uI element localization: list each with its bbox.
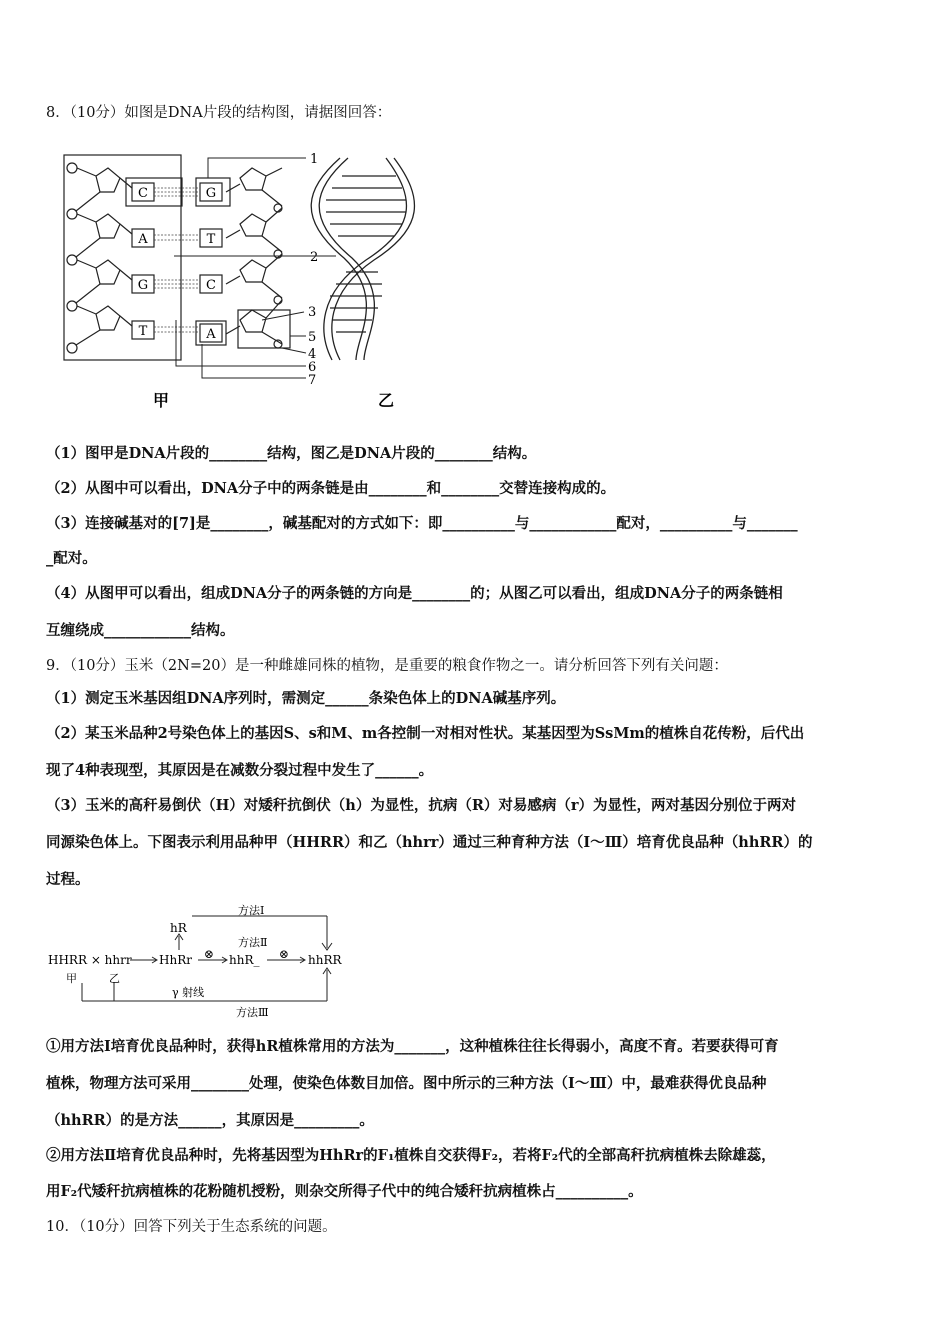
q9-sub-2b: 用F₂代矮秆抗病植株的花粉随机授粉，则杂交所得子代中的纯合矮秆抗病植株占__________。 [46, 1183, 643, 1200]
strand-box [64, 155, 181, 360]
callout-7: 7 [308, 373, 317, 388]
q9-part-2b: 现了4种表现型，其原因是在减数分裂过程中发生了______。 [46, 762, 434, 779]
dna-structure-figure [56, 148, 395, 416]
parent-cross: HHRR × hhrr [48, 953, 132, 967]
callout-2: 2 [310, 250, 319, 265]
q8-part-4a: （4）从图甲可以看出，组成DNA分子的两条链的方向是________的；从图乙可以看出，组成DNA分子的两条链相 [46, 585, 783, 602]
q9-sub-1b: 植株，物理方法可采用________处理，使染色体数目加倍。图中所示的三种方法（Ⅰ～Ⅲ）中，最难获得优良品种 [46, 1075, 767, 1092]
node-hhR: hhR_ [229, 953, 260, 967]
hydrogen-bonds [154, 188, 200, 332]
base-left-3: G [137, 278, 149, 293]
q8-part-2: （2）从图中可以看出，DNA分子中的两条链是由________和________交替连接构成的。 [46, 480, 616, 497]
selfing-icon-2: ⊗ [279, 947, 290, 961]
q8-part-1: （1）图甲是DNA片段的________结构，图乙是DNA片段的________结构。 [46, 445, 537, 462]
base-right-4: A [206, 327, 216, 342]
q8-part-3b: _配对。 [46, 550, 97, 567]
q9-sub-1c: （hhRR）的是方法______，其原因是_________。 [46, 1112, 374, 1129]
callout-3: 3 [308, 305, 317, 320]
q8-part-4b: 互缠绕成____________结构。 [46, 622, 235, 639]
q8-stem: 8．（10分）如图是DNA片段的结构图，请据图回答： [46, 105, 392, 121]
method-1-label: 方法Ⅰ [238, 904, 265, 917]
q9-sub-2a: ②用方法Ⅱ培育优良品种时，先将基因型为HhRr的F₁植株自交获得F₂，若将F₂代的全部高秆抗病植株去除雄蕊， [46, 1147, 776, 1164]
callout-lines [174, 158, 306, 378]
selfing-icon-1: ⊗ [204, 947, 215, 961]
method-2-label: 方法Ⅱ [238, 936, 268, 949]
right-backbone [226, 168, 290, 348]
q9-part-2a: （2）某玉米品种2号染色体上的基因S、s和M、m各控制一对相对性状。某基因型为SsMm的植株自花传粉，后代出 [46, 725, 805, 742]
base-left-4: T [138, 324, 148, 339]
left-backbone [67, 163, 132, 353]
q9-part-3b: 同源染色体上。下图表示利用品种甲（HHRR）和乙（hhrr）通过三种育种方法（Ⅰ～Ⅲ）培育优良品种（hhRR）的 [46, 834, 813, 851]
q9-sub-1a: ①用方法Ⅰ培育优良品种时，获得hR植株常用的方法为_______，这种植株往往长得弱小，高度不育。若要获得可育 [46, 1038, 779, 1055]
node-hhRR: hhRR [308, 953, 342, 967]
callout-5: 5 [308, 330, 317, 345]
base-right-2: T [206, 232, 216, 247]
q9-stem: 9．（10分）玉米（2N=20）是一种雌雄同株的植物，是重要的粮食作物之一。请分析回答下列有关问题： [46, 658, 728, 674]
parent-yi: 乙 [109, 972, 120, 985]
method-3-label: 方法Ⅲ [236, 1006, 269, 1019]
q9-part-1: （1）测定玉米基因组DNA序列时，需测定______条染色体上的DNA碱基序列。 [46, 690, 566, 707]
left-bases [126, 178, 182, 339]
label-jia: 甲 [152, 391, 170, 410]
node-HhRr: HhRr [159, 953, 192, 967]
base-right-3: C [206, 278, 216, 293]
right-bases [196, 178, 230, 345]
base-left-1: C [138, 186, 148, 201]
gamma-ray-label: γ 射线 [172, 986, 205, 999]
label-yi: 乙 [377, 391, 395, 410]
q9-part-3a: （3）玉米的高秆易倒伏（H）对矮秆抗倒伏（h）为显性，抗病（R）对易感病（r）为显性，两对基因分别位于两对 [46, 797, 797, 814]
node-hR: hR [170, 921, 187, 935]
base-left-2: A [138, 232, 148, 247]
callout-1: 1 [310, 152, 319, 167]
callout-6: 6 [308, 360, 317, 375]
breeding-diagram [46, 900, 356, 1022]
q8-part-3a: （3）连接碱基对的[7]是________，碱基配对的方式如下：即__________与____________配对，__________与_______ [46, 515, 798, 532]
callout-4: 4 [308, 347, 317, 362]
q10-stem: 10．（10分）回答下列关于生态系统的问题。 [46, 1219, 337, 1235]
base-right-1: G [205, 186, 217, 201]
parent-jia: 甲 [66, 972, 77, 985]
q9-part-3c: 过程。 [46, 871, 90, 888]
